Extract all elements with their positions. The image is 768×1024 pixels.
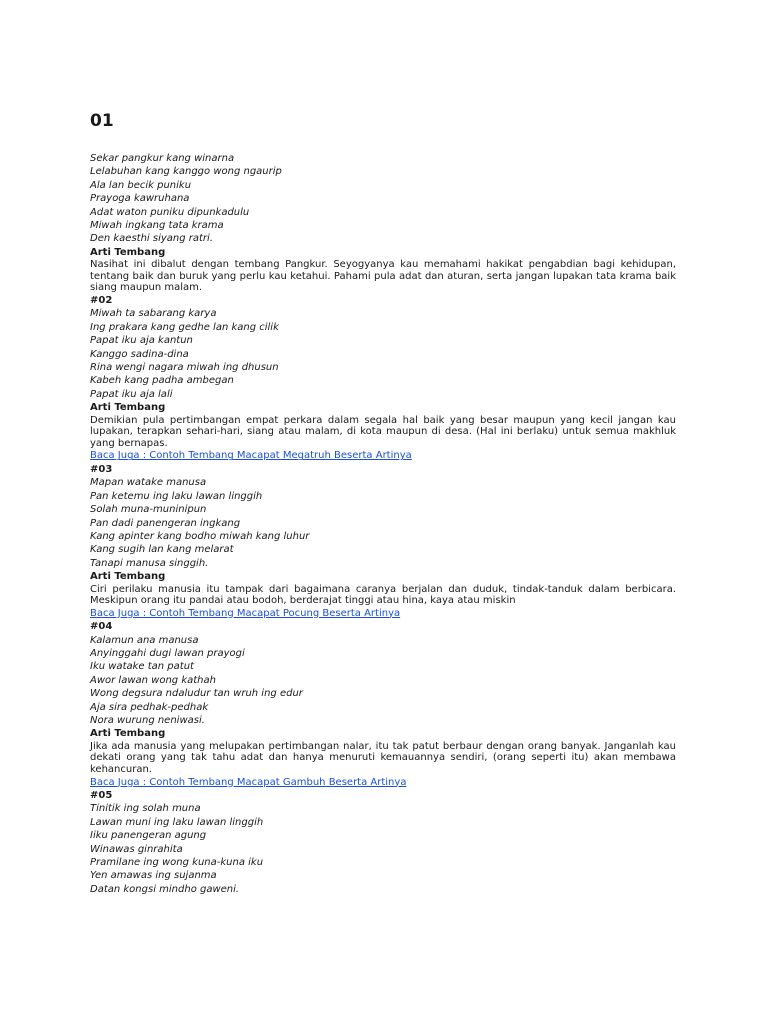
- meaning-heading: Arti Tembang: [90, 246, 166, 258]
- verse-line: Awor lawan wong kathah: [90, 674, 216, 686]
- verse-line: Lawan muni ing laku lawan linggih: [90, 816, 264, 828]
- stanza-number: #05: [90, 789, 113, 801]
- verse-line: Miwah ingkang tata krama: [90, 220, 224, 232]
- related-article-link[interactable]: Baca Juga : Contoh Tembang Macapat Gambuh Beserta Artinya: [90, 776, 407, 788]
- meaning-heading: Arti Tembang: [90, 402, 166, 414]
- related-article-link[interactable]: Baca Juga : Contoh Tembang Macapat Megatruh Beserta Artinya: [90, 450, 412, 462]
- verse-line: Kang sugih lan kang melarat: [90, 544, 234, 556]
- verse-line: Iku watake tan patut: [90, 661, 194, 673]
- verse-line: Kabeh kang padha ambegan: [90, 375, 234, 387]
- verse-line: Ala lan becik puniku: [90, 179, 192, 191]
- verse-line: Pramilane ing wong kuna-kuna iku: [90, 857, 264, 868]
- verse-line: Datan kongsi mindho gaweni.: [90, 883, 240, 895]
- verse-line: Den kaesthi siyang ratri.: [90, 233, 213, 245]
- document-page: [90, 108, 676, 896]
- verse-line: Iiku panengeran agung: [90, 830, 207, 842]
- stanza-05: [90, 789, 676, 896]
- verse-line: Kalamun ana manusa: [90, 634, 199, 646]
- stanza-number: #04: [90, 621, 113, 633]
- stanza-02: [90, 294, 676, 463]
- stanza-number: #03: [90, 463, 113, 475]
- verse-line: Sekar pangkur kang winarna: [90, 153, 235, 164]
- verse-line: Kang apinter kang bodho miwah kang luhur: [90, 530, 310, 542]
- meaning-paragraph: Jika ada manusia yang melupakan pertimbangan nalar, itu tak patut berbaur dengan orang banyak. Janganlah kau dekati orang yang tak tahu adat dan hanya menuruti kemauannya sendiri, (orang seperti itu) akan membawa kehancuran.: [90, 740, 676, 775]
- verse-line: Pan dadi panengeran ingkang: [90, 517, 241, 529]
- stanza-03: [90, 463, 676, 620]
- verse-line: Prayoga kawruhana: [90, 193, 190, 205]
- page-title: 01: [90, 111, 114, 131]
- verse-line: Papat iku aja kantun: [90, 335, 193, 347]
- meaning-paragraph: Ciri perilaku manusia itu tampak dari bagaimana caranya berjalan dan duduk, tindak-tanduk dalam berbicara. Meskipun orang itu pandai atau bodoh, berderajat tinggi atau hina, kaya atau miskin: [90, 583, 676, 607]
- verse-line: Anyinggahi dugi lawan prayogi: [90, 647, 245, 659]
- verse-line: Miwah ta sabarang karya: [90, 308, 217, 320]
- meaning-heading: Arti Tembang: [90, 728, 166, 740]
- related-article-link[interactable]: Baca Juga : Contoh Tembang Macapat Pocung Beserta Artinya: [90, 607, 401, 619]
- verse-line: Ing prakara kang gedhe lan kang cilik: [90, 321, 279, 333]
- verse-line: Papat iku aja lali: [90, 388, 173, 400]
- verse-line: Aja sira pedhak-pedhak: [90, 701, 209, 713]
- verse-line: Rina wengi nagara miwah ing dhusun: [90, 362, 279, 374]
- verse-line: Yen amawas ing sujanma: [90, 870, 217, 882]
- verse-line: Pan ketemu ing laku lawan linggih: [90, 490, 263, 502]
- meaning-heading: Arti Tembang: [90, 571, 166, 583]
- stanza-04: [90, 620, 676, 789]
- verse-line: Kanggo sadina-dina: [90, 348, 189, 360]
- verse-line: Tinitik ing solah muna: [90, 803, 201, 815]
- verse-line: Mapan watake manusa: [90, 477, 207, 489]
- stanza-01: [90, 152, 676, 294]
- verse-line: Lelabuhan kang kanggo wong ngaurip: [90, 166, 282, 178]
- verse-line: Solah muna-muninipun: [90, 504, 207, 516]
- verse-line: Nora wurung neniwasi.: [90, 714, 205, 726]
- verse-line: Adat waton puniku dipunkadulu: [90, 206, 250, 218]
- meaning-paragraph: Nasihat ini dibalut dengan tembang Pangkur. Seyogyanya kau memahami hakikat pengabdian bagi kehidupan, tentang baik dan buruk yang perlu kau ketahui. Pahami pula adat dan aturan, serta jangan lupakan tata krama baik siang maupun malam.: [90, 259, 676, 294]
- meaning-paragraph: Demikian pula pertimbangan empat perkara dalam segala hal baik yang besar maupun yang kecil jangan kau lupakan, terapkan sehari-hari, siang atau malam, di kota maupun di desa. (Hal ini berlaku) untuk semua makhluk yang bernapas.: [90, 414, 676, 449]
- verse-line: Wong degsura ndaludur tan wruh ing edur: [90, 688, 303, 700]
- stanza-number: #02: [90, 295, 113, 307]
- verse-line: Tanapi manusa singgih.: [90, 557, 209, 569]
- verse-line: Winawas ginrahita: [90, 843, 183, 855]
